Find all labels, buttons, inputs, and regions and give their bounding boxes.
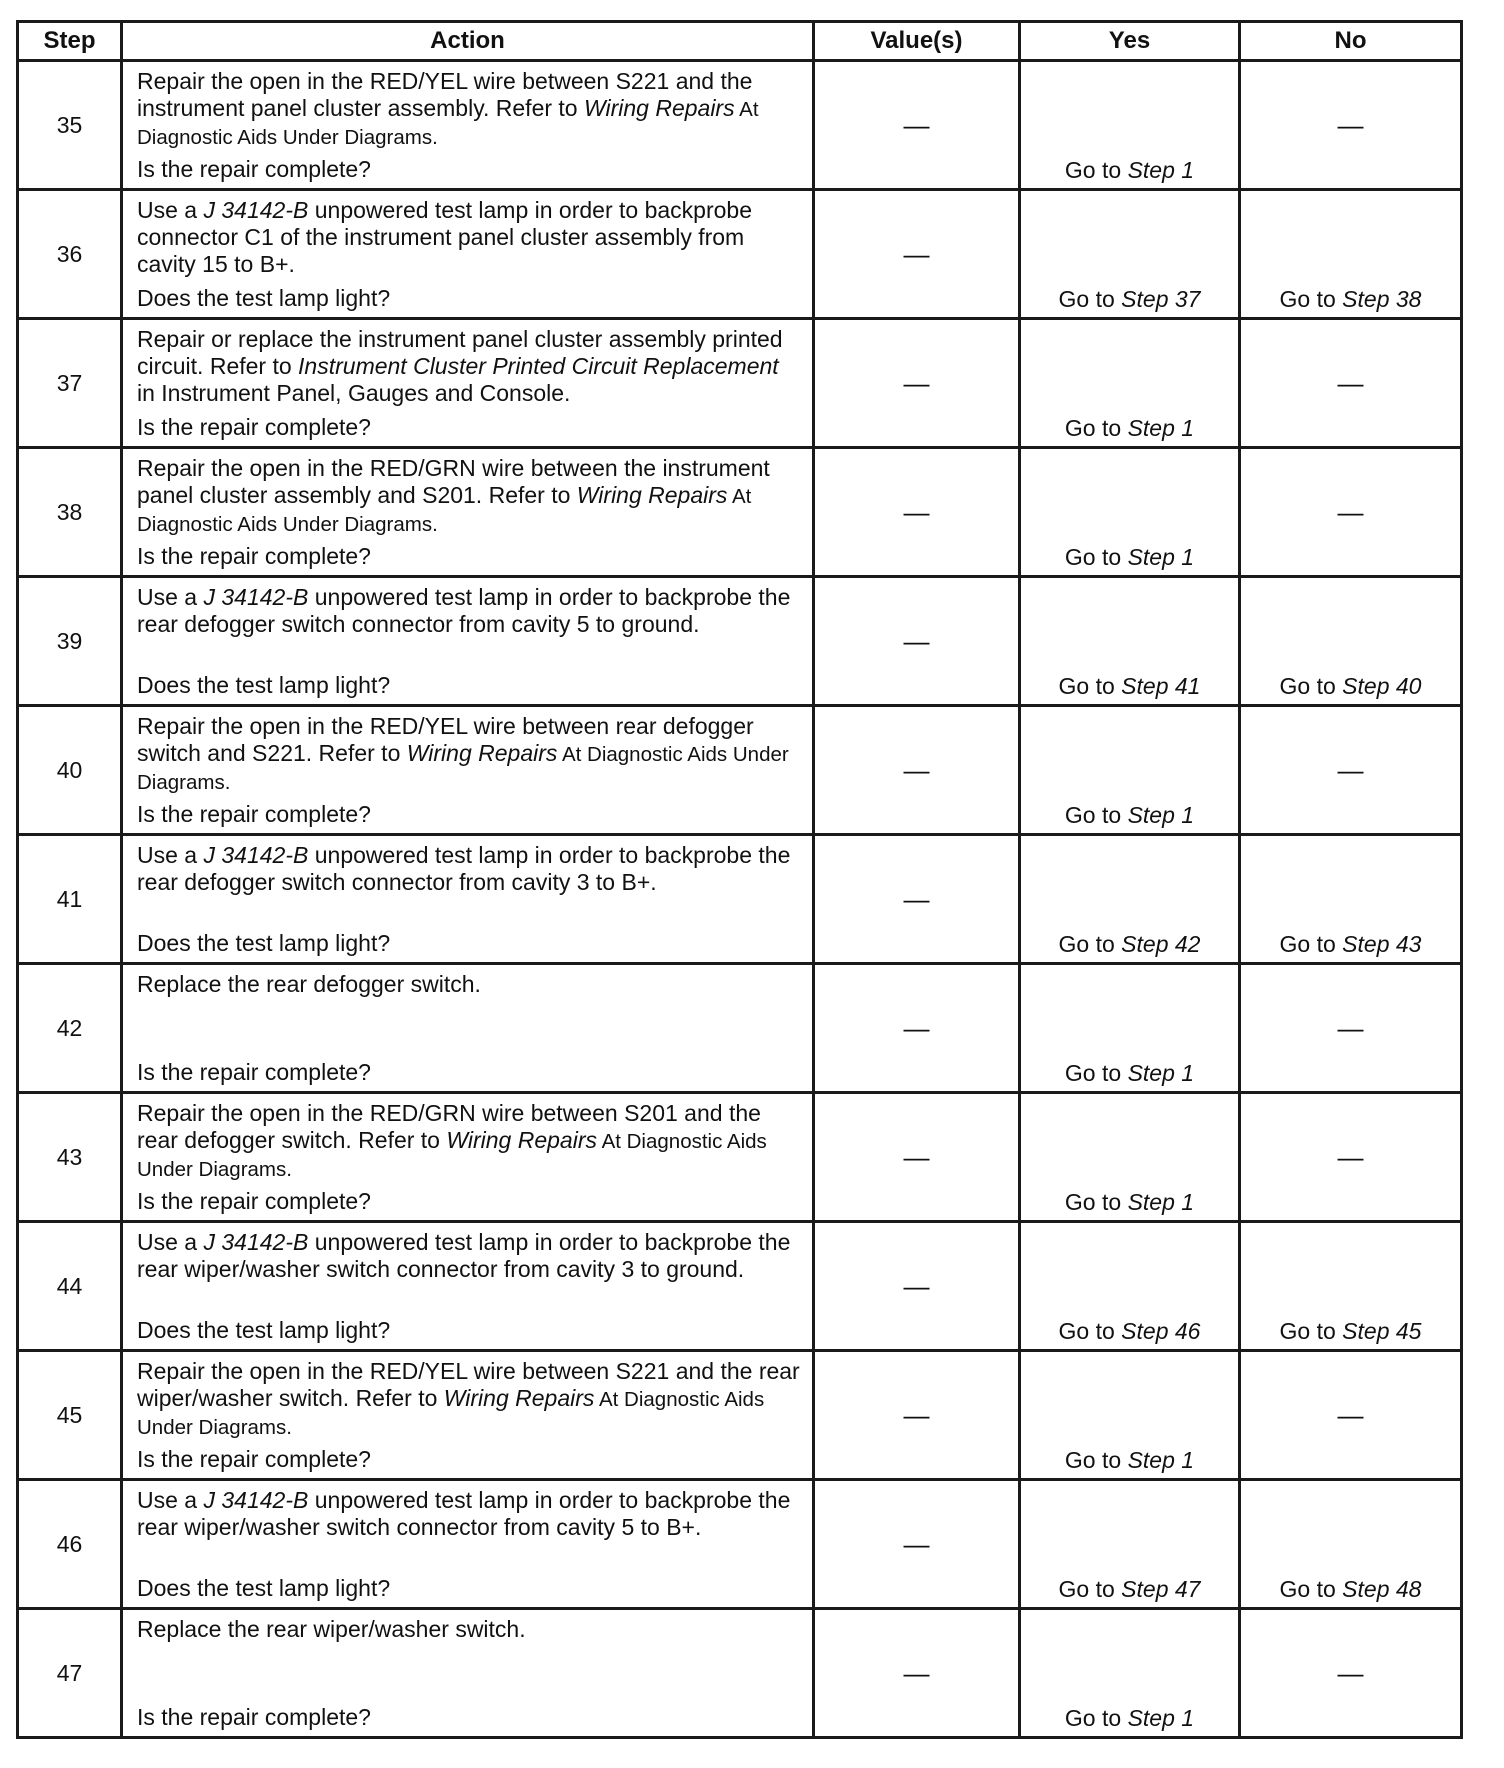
action-text-segment: unpowered test lamp in order to backprobe the rear defogger switch connector from cavity 3 to B+. (137, 842, 791, 895)
reference-link-text: J 34142-B (203, 197, 309, 223)
goto-label: Go to (1064, 1447, 1128, 1473)
reference-link-text: Wiring Repairs (446, 1127, 597, 1153)
action-text (137, 971, 802, 998)
action-cell (122, 1093, 814, 1222)
reference-link-text: Wiring Repairs (576, 482, 728, 508)
goto-step-ref: Step 43 (1342, 931, 1422, 957)
action-text-segment: Repair the open in the RED/YEL wire between S221 and the instrument panel cluster assembly. Refer to (137, 68, 753, 121)
goto-step-ref: Step 37 (1121, 286, 1201, 312)
yes-cell (1020, 1222, 1240, 1351)
table-row (18, 1093, 1462, 1222)
value-cell: — (814, 835, 1020, 964)
yes-cell (1020, 448, 1240, 577)
goto-label: Go to (1279, 1318, 1343, 1344)
yes-cell (1020, 964, 1240, 1093)
goto-label: Go to (1279, 286, 1343, 312)
action-cell (122, 190, 814, 319)
action-text (137, 842, 802, 896)
action-cell (122, 1351, 814, 1480)
action-question: Is the repair complete? (137, 156, 371, 182)
yes-cell (1020, 190, 1240, 319)
action-text-segment: unpowered test lamp in order to backprobe connector C1 of the instrument panel cluster assembly from cavity 15 to B+. (137, 197, 752, 277)
reference-link-text: Wiring Repairs (406, 740, 558, 766)
step-number: 40 (18, 706, 122, 835)
table-row (18, 448, 1462, 577)
goto-label: Go to (1058, 673, 1122, 699)
action-question: Is the repair complete? (137, 1188, 371, 1214)
no-cell: — (1240, 448, 1462, 577)
action-text-segment: Repair the open in the RED/GRN wire between S201 and the rear defogger switch. Refer to (137, 1100, 761, 1153)
action-question: Is the repair complete? (137, 1446, 371, 1472)
action-text (137, 584, 802, 638)
goto-label: Go to (1064, 1189, 1128, 1215)
action-text (137, 1358, 802, 1441)
action-cell (122, 835, 814, 964)
step-number: 39 (18, 577, 122, 706)
action-text-segment: At Diagnostic Aids Under Diagrams. (137, 743, 789, 794)
header-step: Step (18, 22, 122, 61)
reference-link-text: J 34142-B (203, 584, 309, 610)
goto-label: Go to (1064, 157, 1128, 183)
header-action: Action (122, 22, 814, 61)
step-number: 35 (18, 61, 122, 190)
table-row (18, 1480, 1462, 1609)
action-text (137, 197, 802, 278)
value-cell: — (814, 706, 1020, 835)
action-text (137, 326, 802, 407)
action-text-segment: Repair the open in the RED/YEL wire between S221 and the rear wiper/washer switch. Refer to (137, 1358, 800, 1411)
table-row (18, 964, 1462, 1093)
goto-label: Go to (1064, 415, 1128, 441)
goto-step-ref: Step 1 (1127, 1060, 1195, 1086)
action-text-segment: At Diagnostic Aids Under Diagrams. (137, 485, 752, 536)
step-number: 37 (18, 319, 122, 448)
goto-step-ref: Step 41 (1121, 673, 1201, 699)
goto-step-ref: Step 46 (1121, 1318, 1201, 1344)
goto-label: Go to (1064, 544, 1128, 570)
table-row (18, 706, 1462, 835)
action-text-segment: Replace the rear wiper/washer switch. (137, 1616, 526, 1642)
yes-cell (1020, 835, 1240, 964)
action-text (137, 455, 802, 538)
goto-step-ref: Step 42 (1121, 931, 1201, 957)
no-cell: — (1240, 1093, 1462, 1222)
no-cell: — (1240, 706, 1462, 835)
header-values: Value(s) (814, 22, 1020, 61)
no-cell (1240, 577, 1462, 706)
action-cell (122, 1609, 814, 1738)
value-cell: — (814, 1093, 1020, 1222)
action-text-segment: Repair the open in the RED/GRN wire between the instrument panel cluster assembly and S201. Refer to (137, 455, 770, 508)
goto-step-ref: Step 47 (1121, 1576, 1201, 1602)
action-text-segment: Use a (137, 1229, 204, 1255)
action-text-segment: unpowered test lamp in order to backprobe the rear defogger switch connector from cavity 5 to ground. (137, 584, 791, 637)
goto-label: Go to (1064, 802, 1128, 828)
step-number: 41 (18, 835, 122, 964)
action-text-segment: At Diagnostic Aids Under Diagrams. (137, 98, 759, 149)
action-question: Is the repair complete? (137, 1059, 371, 1085)
value-cell: — (814, 448, 1020, 577)
goto-step-ref: Step 1 (1127, 1189, 1195, 1215)
no-cell: — (1240, 964, 1462, 1093)
action-cell (122, 964, 814, 1093)
action-question: Is the repair complete? (137, 801, 371, 827)
yes-cell (1020, 577, 1240, 706)
action-text-segment: At Diagnostic Aids Under Diagrams. (137, 1130, 767, 1181)
yes-cell (1020, 319, 1240, 448)
table-row (18, 319, 1462, 448)
yes-cell (1020, 1351, 1240, 1480)
yes-cell (1020, 1093, 1240, 1222)
goto-step-ref: Step 1 (1127, 544, 1195, 570)
goto-step-ref: Step 1 (1127, 1447, 1195, 1473)
action-question: Is the repair complete? (137, 1704, 371, 1730)
table-row (18, 1222, 1462, 1351)
step-number: 38 (18, 448, 122, 577)
reference-link-text: Wiring Repairs (583, 95, 735, 121)
value-cell: — (814, 1480, 1020, 1609)
reference-link-text: Wiring Repairs (443, 1385, 595, 1411)
step-number: 47 (18, 1609, 122, 1738)
goto-label: Go to (1058, 1318, 1122, 1344)
step-number: 36 (18, 190, 122, 319)
goto-label: Go to (1058, 286, 1122, 312)
goto-label: Go to (1058, 931, 1122, 957)
value-cell: — (814, 319, 1020, 448)
goto-step-ref: Step 1 (1127, 415, 1195, 441)
goto-step-ref: Step 1 (1127, 1705, 1195, 1731)
yes-cell (1020, 1480, 1240, 1609)
value-cell: — (814, 964, 1020, 1093)
value-cell: — (814, 61, 1020, 190)
table-row (18, 61, 1462, 190)
step-number: 42 (18, 964, 122, 1093)
action-text-segment: Use a (137, 197, 204, 223)
goto-label: Go to (1058, 1576, 1122, 1602)
yes-cell (1020, 1609, 1240, 1738)
header-no: No (1240, 22, 1462, 61)
value-cell: — (814, 190, 1020, 319)
action-text-segment: unpowered test lamp in order to backprobe the rear wiper/washer switch connector from cavity 5 to B+. (137, 1487, 791, 1540)
no-cell (1240, 1480, 1462, 1609)
action-text-segment: unpowered test lamp in order to backprobe the rear wiper/washer switch connector from cavity 3 to ground. (137, 1229, 791, 1282)
action-question: Does the test lamp light? (137, 1317, 391, 1343)
reference-link-text: J 34142-B (203, 1487, 309, 1513)
goto-label: Go to (1279, 673, 1343, 699)
action-text-segment: Replace the rear defogger switch. (137, 971, 481, 997)
reference-link-text: J 34142-B (203, 842, 309, 868)
action-text (137, 1616, 802, 1643)
action-text-segment: Use a (137, 842, 204, 868)
no-cell: — (1240, 1609, 1462, 1738)
goto-step-ref: Step 45 (1342, 1318, 1422, 1344)
action-question: Does the test lamp light? (137, 285, 391, 311)
header-yes: Yes (1020, 22, 1240, 61)
action-cell (122, 577, 814, 706)
action-cell (122, 1222, 814, 1351)
goto-step-ref: Step 1 (1127, 802, 1195, 828)
action-text (137, 68, 802, 151)
value-cell: — (814, 1351, 1020, 1480)
action-text-segment: At Diagnostic Aids Under Diagrams. (137, 1388, 765, 1439)
action-question: Is the repair complete? (137, 543, 371, 569)
action-question: Does the test lamp light? (137, 930, 391, 956)
action-text (137, 1487, 802, 1541)
action-text-segment: in Instrument Panel, Gauges and Console. (137, 380, 571, 406)
no-cell: — (1240, 61, 1462, 190)
table-row (18, 1351, 1462, 1480)
action-cell (122, 1480, 814, 1609)
goto-label: Go to (1064, 1060, 1128, 1086)
table-header-row (18, 22, 1462, 61)
table-row (18, 1609, 1462, 1738)
action-question: Does the test lamp light? (137, 1575, 391, 1601)
reference-link-text: J 34142-B (203, 1229, 309, 1255)
step-number: 44 (18, 1222, 122, 1351)
goto-step-ref: Step 38 (1342, 286, 1422, 312)
table-row (18, 835, 1462, 964)
reference-link-text: Instrument Cluster Printed Circuit Replacement (298, 353, 779, 379)
step-number: 43 (18, 1093, 122, 1222)
action-text (137, 713, 802, 796)
table-row (18, 190, 1462, 319)
action-question: Is the repair complete? (137, 414, 371, 440)
value-cell: — (814, 577, 1020, 706)
action-question: Does the test lamp light? (137, 672, 391, 698)
goto-label: Go to (1064, 1705, 1128, 1731)
action-cell (122, 319, 814, 448)
action-cell (122, 448, 814, 577)
yes-cell (1020, 706, 1240, 835)
step-number: 45 (18, 1351, 122, 1480)
action-text (137, 1100, 802, 1183)
value-cell: — (814, 1222, 1020, 1351)
action-text-segment: Use a (137, 1487, 204, 1513)
no-cell: — (1240, 319, 1462, 448)
goto-step-ref: Step 1 (1127, 157, 1195, 183)
action-cell (122, 61, 814, 190)
diagnostic-table (16, 20, 1463, 1739)
action-cell (122, 706, 814, 835)
step-number: 46 (18, 1480, 122, 1609)
value-cell: — (814, 1609, 1020, 1738)
goto-label: Go to (1279, 931, 1343, 957)
action-text (137, 1229, 802, 1283)
goto-label: Go to (1279, 1576, 1343, 1602)
table-body (18, 61, 1462, 1738)
goto-step-ref: Step 48 (1342, 1576, 1422, 1602)
table-row (18, 577, 1462, 706)
no-cell: — (1240, 1351, 1462, 1480)
action-text-segment: Repair or replace the instrument panel cluster assembly printed circuit. Refer to (137, 326, 783, 379)
action-text-segment: Repair the open in the RED/YEL wire between rear defogger switch and S221. Refer to (137, 713, 754, 766)
yes-cell (1020, 61, 1240, 190)
action-text-segment: Use a (137, 584, 204, 610)
no-cell (1240, 835, 1462, 964)
no-cell (1240, 190, 1462, 319)
no-cell (1240, 1222, 1462, 1351)
goto-step-ref: Step 40 (1342, 673, 1422, 699)
